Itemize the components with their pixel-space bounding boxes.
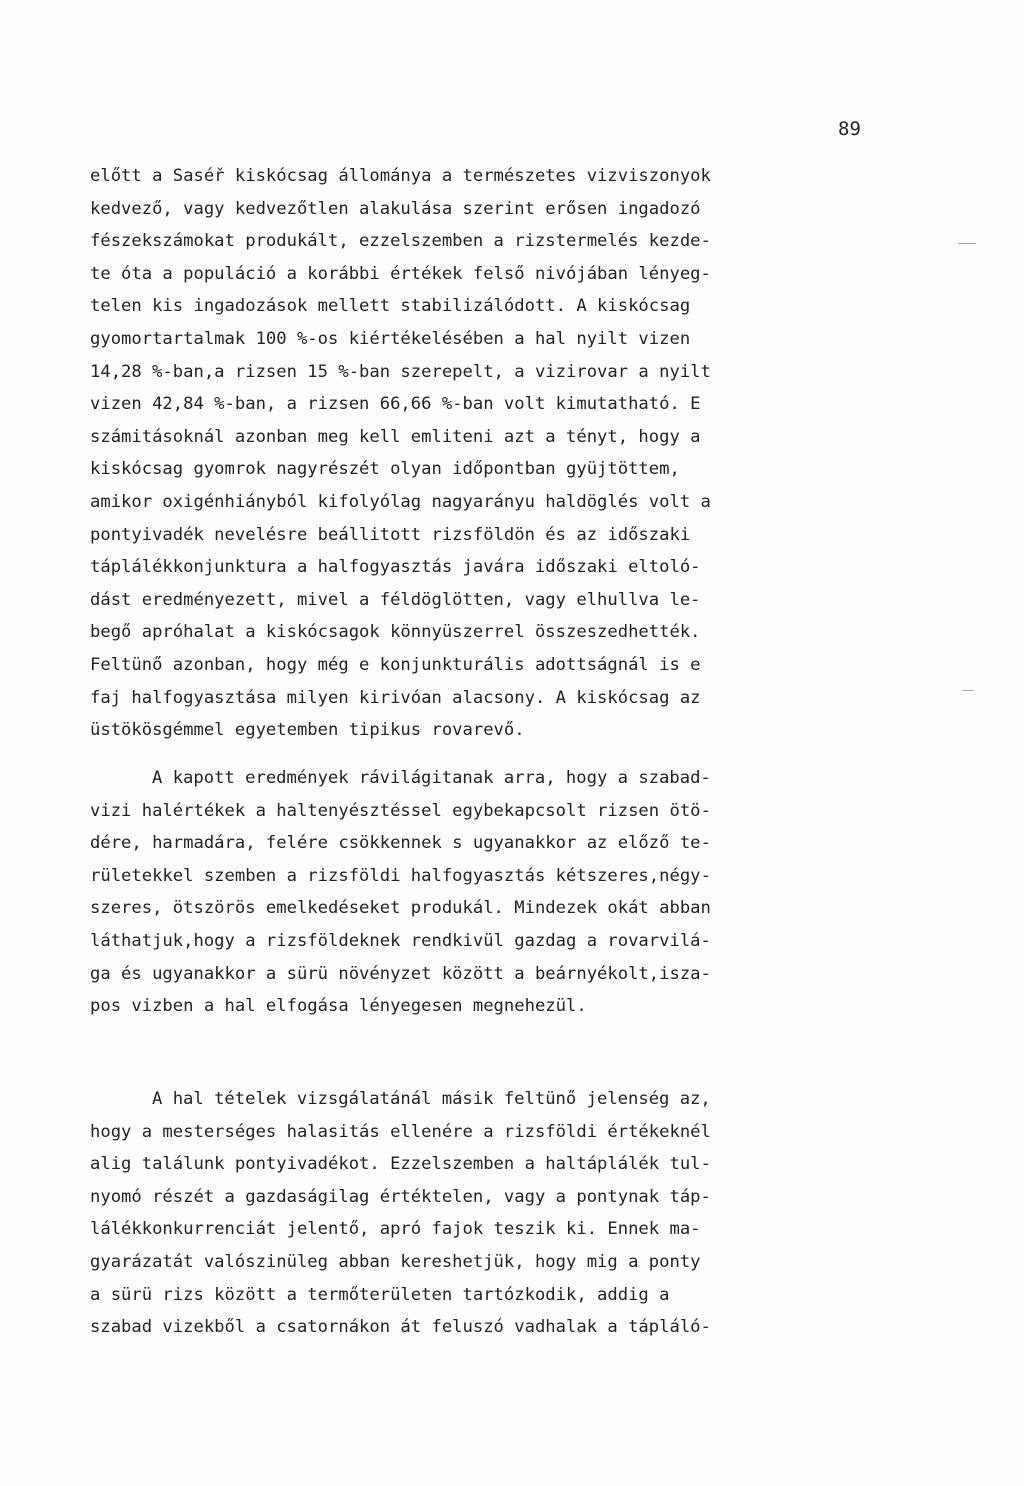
- text-line: láthatjuk,hogy a rizsföldeknek rendkivül gazdag a rovarvilá-: [90, 930, 711, 951]
- paragraph-2: [90, 762, 711, 1023]
- text-line: begő apróhalat a kiskócsagok könnyüszerrel összeszedhették.: [90, 622, 701, 643]
- text-line: telen kis ingadozások mellett stabilizálódott. A kiskócsag: [90, 296, 691, 317]
- text-line: fészekszámokat produkált, ezzelszemben a rizstermelés kezde-: [90, 231, 711, 252]
- text-line: előtt a Saséř kiskócsag állománya a természetes vizviszonyok: [90, 166, 711, 186]
- text-line: alig találunk pontyivadékot. Ezzelszemben a haltáplálék tul-: [90, 1154, 711, 1175]
- text-line: pontyivadék nevelésre beállitott rizsföldön és az időszaki: [90, 524, 691, 545]
- text-line: ga és ugyanakkor a sürü növényzet között a beárnyékolt,isza-: [90, 963, 711, 984]
- page-number: 89: [838, 118, 861, 140]
- margin-mark: [958, 243, 976, 244]
- text-line: pos vizben a hal elfogása lényegesen megnehezül.: [90, 996, 587, 1017]
- text-line: szeres, ötszörös emelkedéseket produkál. Mindezek okát abban: [90, 898, 711, 919]
- margin-mark: [962, 690, 974, 691]
- text-line: Feltünő azonban, hogy még e konjunkturális adottságnál is e: [90, 654, 701, 675]
- text-line: gyarázatát valószinüleg abban kereshetjük, hogy mig a ponty: [90, 1251, 701, 1272]
- text-line: üstökösgémmel egyetemben tipikus rovarevő.: [90, 720, 525, 741]
- text-line: lálékkonkurrenciát jelentő, apró fajok teszik ki. Ennek ma-: [90, 1219, 701, 1240]
- text-line: 14,28 %-ban,a rizsen 15 %-ban szerepelt, a vizirovar a nyilt: [90, 361, 711, 382]
- text-line: vizen 42,84 %-ban, a rizsen 66,66 %-ban volt kimutatható. E: [90, 394, 701, 415]
- text-line: A kapott eredmények rávilágitanak arra, hogy a szabad-: [152, 768, 711, 788]
- text-line: nyomó részét a gazdaságilag értéktelen, vagy a pontynak táp-: [90, 1186, 711, 1207]
- text-line: rületekkel szemben a rizsföldi halfogyasztás kétszeres,négy-: [90, 865, 711, 886]
- text-line: hogy a mesterséges halasitás ellenére a rizsföldi értékeknél: [90, 1121, 711, 1142]
- text-line: a sürü rizs között a termőterületen tartózkodik, addig a: [90, 1284, 670, 1305]
- text-line: számitásoknál azonban meg kell emliteni azt a tényt, hogy a: [90, 426, 701, 447]
- text-line: dére, harmadára, felére csökkennek s ugyanakkor az előző te-: [90, 833, 711, 854]
- text-line: te óta a populáció a korábbi értékek felső nivójában lényeg-: [90, 263, 711, 284]
- text-line: vizi halértékek a haltenyésztéssel egybekapcsolt rizsen ötö-: [90, 800, 711, 821]
- text-line: A hal tételek vizsgálatánál másik feltünő jelenség az,: [152, 1089, 711, 1109]
- text-line: táplálékkonjunktura a halfogyasztás javára időszaki eltoló-: [90, 557, 701, 578]
- text-line: amikor oxigénhiányból kifolyólag nagyarányu haldöglés volt a: [90, 491, 711, 512]
- paragraph-3: [90, 1083, 711, 1344]
- text-line: faj halfogyasztása milyen kirivóan alacsony. A kiskócsag az: [90, 687, 701, 708]
- text-line: kiskócsag gyomrok nagyrészét olyan időpontban gyüjtöttem,: [90, 459, 680, 480]
- text-line: szabad vizekből a csatornákon át feluszó vadhalak a tápláló-: [90, 1317, 711, 1338]
- text-line: dást eredményezett, mivel a féldöglötten, vagy elhullva le-: [90, 589, 701, 610]
- text-line: gyomortartalmak 100 %-os kiértékelésében a hal nyilt vizen: [90, 328, 691, 349]
- text-line: kedvező, vagy kedvezőtlen alakulása szerint erősen ingadozó: [90, 198, 701, 219]
- paragraph-1: [90, 160, 711, 747]
